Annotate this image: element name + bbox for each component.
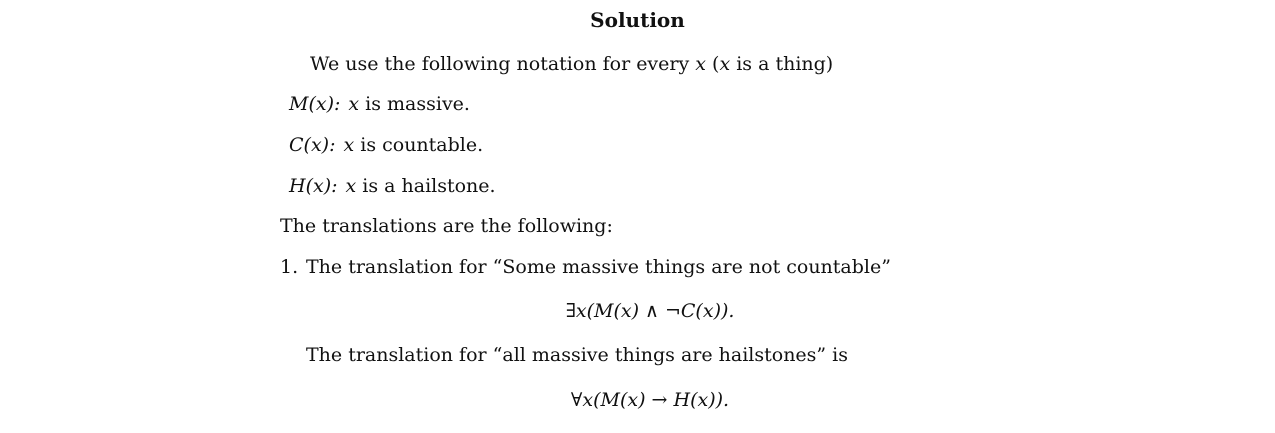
- intro-variable: x: [695, 53, 706, 75]
- definition-text: is massive.: [359, 93, 470, 115]
- list-item: [280, 255, 891, 279]
- formula-text: ∃x(M(x) ∧ ¬C(x)).: [565, 300, 735, 322]
- definition-label: H(x):: [289, 175, 338, 197]
- definition-text: is a hailstone.: [356, 175, 496, 197]
- definition-label: M(x):: [289, 93, 341, 115]
- definition-countable: [289, 133, 483, 157]
- definition-variable: x: [348, 93, 360, 115]
- translations-intro: The translations are the following:: [280, 215, 613, 237]
- formula-universal: [0, 388, 1275, 412]
- definition-label: C(x):: [289, 134, 336, 156]
- second-translation-text: The translation for “all massive things are hailstones” is: [306, 344, 849, 366]
- notation-intro: [310, 52, 833, 76]
- solution-heading: Solution: [590, 8, 685, 32]
- intro-text-before: We use the following notation for every: [310, 53, 696, 75]
- definition-massive: [289, 92, 470, 116]
- definition-variable: x: [343, 134, 355, 156]
- definition-text: is countable.: [354, 134, 484, 156]
- intro-variable-2: x: [719, 53, 731, 75]
- definition-variable: x: [345, 175, 357, 197]
- list-item-number: 1.: [280, 256, 299, 278]
- formula-text: ∀x(M(x) → H(x)).: [570, 389, 730, 411]
- definition-hailstone: [289, 174, 496, 198]
- formula-existential: [0, 299, 1275, 323]
- list-item-text: The translation for “Some massive things are not countable”: [306, 256, 891, 278]
- intro-text-middle: (: [706, 53, 720, 75]
- intro-text-after: is a thing): [730, 53, 834, 75]
